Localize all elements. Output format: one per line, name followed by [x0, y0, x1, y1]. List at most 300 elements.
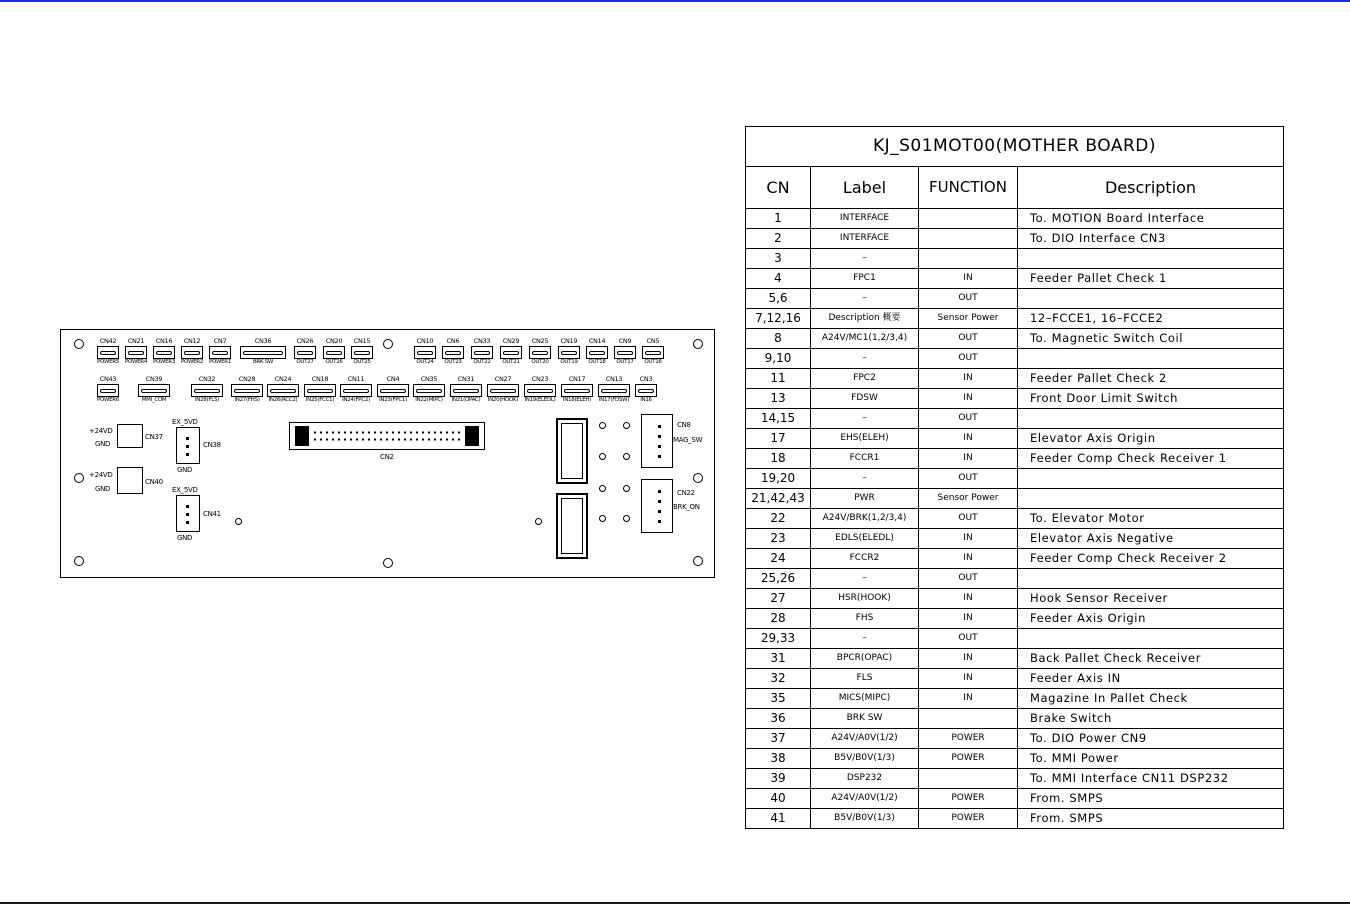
connector-name: CN29 [502, 337, 520, 345]
cell-cn: 1 [746, 209, 811, 229]
cell-description: To. Magnetic Switch Coil [1018, 329, 1284, 349]
connector-name: CN20 [325, 337, 343, 345]
table-row [746, 769, 1284, 789]
cn38-top-label: EX_5VD [172, 418, 198, 426]
mounting-hole [74, 473, 84, 483]
connector-body [442, 346, 464, 359]
cell-cn: 35 [746, 689, 811, 709]
cn37-pin1-label: +24VD [89, 427, 113, 435]
cell-function: IN [919, 609, 1018, 629]
connector-body [351, 346, 373, 359]
connector-body [231, 384, 263, 397]
connector-signal: OUT16 [644, 359, 662, 365]
mounting-hole [74, 339, 84, 349]
cell-description: From. SMPS [1018, 789, 1284, 809]
connector-body [413, 384, 445, 397]
cn41-top-label: EX_5VD [172, 486, 198, 494]
cell-label: INTERFACE [811, 229, 919, 249]
mounting-hole [383, 558, 393, 568]
table-row [746, 289, 1284, 309]
cell-description [1018, 629, 1284, 649]
cell-description: Front Door Limit Switch [1018, 389, 1284, 409]
second-connector-cn24 [264, 376, 302, 404]
cell-description: Feeder Axis Origin [1018, 609, 1284, 629]
table-row [746, 249, 1284, 269]
table-row [746, 209, 1284, 229]
cell-label: MICS(MIPC) [811, 689, 919, 709]
cn22-connector [641, 479, 673, 533]
connector-signal: IN28(FLS) [194, 397, 220, 403]
cell-function: IN [919, 369, 1018, 389]
cn2-header [289, 422, 485, 450]
connector-name: CN33 [473, 337, 491, 345]
cn8-sub-label: MAG_SW [673, 436, 703, 444]
cell-cn: 29,33 [746, 629, 811, 649]
connector-signal: POWER6 [96, 397, 120, 403]
connector-signal: OUT24 [416, 359, 434, 365]
second-connector-cn17 [558, 376, 596, 404]
cell-label: FCCR1 [811, 449, 919, 469]
cell-label: FCCR2 [811, 549, 919, 569]
cell-description [1018, 249, 1284, 269]
via-hole [599, 485, 606, 492]
cell-label: INTERFACE [811, 209, 919, 229]
cell-function: Sensor Power [919, 309, 1018, 329]
cell-cn: 41 [746, 809, 811, 829]
connector-signal: IN19(ELEDL) [524, 397, 556, 403]
table-row [746, 649, 1284, 669]
table-row [746, 469, 1284, 489]
cell-description: To. Elevator Motor [1018, 509, 1284, 529]
cn2-label: CN2 [380, 453, 394, 461]
table-row [746, 689, 1284, 709]
connector-body [500, 346, 522, 359]
cell-cn: 17 [746, 429, 811, 449]
top-connector-cn25 [526, 338, 554, 366]
connector-name: CN42 [99, 337, 117, 345]
cell-description: Feeder Comp Check Receiver 2 [1018, 549, 1284, 569]
connector-name: CN7 [213, 337, 227, 345]
cn40-label: CN40 [145, 478, 163, 486]
connector-body [323, 346, 345, 359]
cell-function: IN [919, 529, 1018, 549]
table-row [746, 509, 1284, 529]
connector-name: CN21 [127, 337, 145, 345]
cn38-connector [176, 427, 200, 464]
table-row [746, 269, 1284, 289]
cell-cn: 5,6 [746, 289, 811, 309]
cell-description: Elevator Axis Negative [1018, 529, 1284, 549]
connector-body [209, 346, 231, 359]
cell-function: IN [919, 389, 1018, 409]
connector-body [340, 384, 372, 397]
connector-body [586, 346, 608, 359]
cell-description: From. SMPS [1018, 809, 1284, 829]
top-connector-cn10 [411, 338, 439, 366]
mounting-hole [74, 556, 84, 566]
connector-body [561, 384, 593, 397]
mounting-hole [535, 518, 542, 525]
connector-signal: OUT26 [325, 359, 343, 365]
top-connector-cn14 [583, 338, 611, 366]
connector-signal: OUT25 [353, 359, 371, 365]
cell-cn: 11 [746, 369, 811, 389]
mounting-hole [693, 339, 703, 349]
top-connector-cn29 [497, 338, 525, 366]
cell-label: BRK SW [811, 709, 919, 729]
top-connector-cn42 [94, 338, 122, 366]
table-row [746, 749, 1284, 769]
cell-function: IN [919, 269, 1018, 289]
cell-description: 12–FCCE1, 16–FCCE2 [1018, 309, 1284, 329]
cell-label: DSP232 [811, 769, 919, 789]
cell-cn: 36 [746, 709, 811, 729]
cell-description [1018, 289, 1284, 309]
cell-label: BPCR(OPAC) [811, 649, 919, 669]
connector-name: CN9 [618, 337, 632, 345]
connector-name: CN5 [646, 337, 660, 345]
second-connector-cn43 [94, 376, 122, 404]
connector-name: CN11 [347, 375, 365, 383]
connector-name: CN28 [238, 375, 256, 383]
cell-function: OUT [919, 289, 1018, 309]
via-hole [623, 515, 630, 522]
connector-signal: OUT19 [560, 359, 578, 365]
table-body [746, 209, 1284, 829]
second-connector-cn28 [228, 376, 266, 404]
connector-body [153, 346, 175, 359]
cell-cn: 2 [746, 229, 811, 249]
connector-body [614, 346, 636, 359]
cn22-label: CN22 [677, 489, 695, 497]
connector-signal: OUT17 [616, 359, 634, 365]
cell-function [919, 209, 1018, 229]
via-hole [623, 485, 630, 492]
connector-name: CN12 [183, 337, 201, 345]
cell-description: To. DIO Interface CN3 [1018, 229, 1284, 249]
connector-name: CN32 [198, 375, 216, 383]
top-connector-cn6 [439, 338, 467, 366]
cell-label: EHS(ELEH) [811, 429, 919, 449]
connector-name: CN18 [311, 375, 329, 383]
cell-label: FLS [811, 669, 919, 689]
cn41-bottom-label: GND [177, 534, 193, 542]
via-hole [599, 453, 606, 460]
connector-name: CN26 [296, 337, 314, 345]
header-description: Description [1018, 167, 1284, 209]
connector-body [138, 384, 170, 397]
connector-body [294, 346, 316, 359]
connector-body [598, 384, 630, 397]
top-connector-cn20 [320, 338, 348, 366]
connector-signal: OUT20 [531, 359, 549, 365]
connector-signal: OUT18 [588, 359, 606, 365]
header-cn: CN [746, 167, 811, 209]
connector-signal: IN20(HOOK) [487, 397, 519, 403]
connector-signal: OUT23 [444, 359, 462, 365]
cell-function: IN [919, 649, 1018, 669]
cell-cn: 21,42,43 [746, 489, 811, 509]
table-row [746, 669, 1284, 689]
relay [556, 493, 588, 559]
connector-body [304, 384, 336, 397]
cn8-label: CN8 [677, 421, 691, 429]
cell-description: Feeder Pallet Check 1 [1018, 269, 1284, 289]
connector-body [97, 346, 119, 359]
cell-function: IN [919, 449, 1018, 469]
cell-cn: 39 [746, 769, 811, 789]
second-connector-cn23 [521, 376, 559, 404]
mounting-hole [693, 473, 703, 483]
connector-body [642, 346, 664, 359]
connector-name: CN6 [446, 337, 460, 345]
top-connector-cn12 [178, 338, 206, 366]
connector-name: CN23 [531, 375, 549, 383]
top-connector-cn33 [468, 338, 496, 366]
connector-body [191, 384, 223, 397]
cell-description: Elevator Axis Origin [1018, 429, 1284, 449]
cell-cn: 27 [746, 589, 811, 609]
second-connector-cn18 [301, 376, 339, 404]
cn22-sub-label: BRK_ON [673, 503, 700, 511]
via-hole [599, 515, 606, 522]
cell-function: Sensor Power [919, 489, 1018, 509]
cell-description: Feeder Comp Check Receiver 1 [1018, 449, 1284, 469]
connector-name: CN4 [386, 375, 400, 383]
connector-signal: BRK SW [252, 359, 274, 365]
table-row [746, 529, 1284, 549]
second-connector-cn4 [374, 376, 412, 404]
second-connector-cn3 [632, 376, 660, 404]
connector-signal: IN21(OPAC) [451, 397, 481, 403]
cell-cn: 31 [746, 649, 811, 669]
cn40-connector [117, 467, 143, 494]
cell-cn: 19,20 [746, 469, 811, 489]
cn38-bottom-label: GND [177, 466, 193, 474]
cell-function: OUT [919, 509, 1018, 529]
cn38-label: CN38 [203, 441, 221, 449]
second-connector-cn11 [337, 376, 375, 404]
cell-cn: 23 [746, 529, 811, 549]
connector-name: CN17 [568, 375, 586, 383]
table-row [746, 329, 1284, 349]
connector-signal: IN26(RCC2) [268, 397, 298, 403]
via-hole [599, 422, 606, 429]
second-connector-cn13 [595, 376, 633, 404]
cell-description [1018, 349, 1284, 369]
connector-name: CN27 [494, 375, 512, 383]
cell-label: – [811, 569, 919, 589]
top-connector-cn21 [122, 338, 150, 366]
connector-name: CN14 [588, 337, 606, 345]
top-connector-cn15 [348, 338, 376, 366]
cell-function [919, 769, 1018, 789]
cell-function: POWER [919, 749, 1018, 769]
connector-signal: IN18(ELEH) [562, 397, 592, 403]
table-row [746, 369, 1284, 389]
table-row [746, 609, 1284, 629]
table-row [746, 229, 1284, 249]
connector-name: CN16 [155, 337, 173, 345]
cell-function [919, 249, 1018, 269]
connector-body [267, 384, 299, 397]
top-connector-cn36 [237, 338, 289, 366]
table-row [746, 729, 1284, 749]
cn41-label: CN41 [203, 510, 221, 518]
cell-description [1018, 489, 1284, 509]
cell-cn: 8 [746, 329, 811, 349]
cn41-connector [176, 495, 200, 532]
connector-name: CN19 [560, 337, 578, 345]
cell-cn: 18 [746, 449, 811, 469]
header-function: FUNCTION [919, 167, 1018, 209]
table-row [746, 309, 1284, 329]
connector-signal: OUT22 [473, 359, 491, 365]
table-row [746, 789, 1284, 809]
connector-body [377, 384, 409, 397]
cell-function: OUT [919, 569, 1018, 589]
mounting-hole [693, 556, 703, 566]
connector-body [529, 346, 551, 359]
cell-label: – [811, 289, 919, 309]
connector-body [414, 346, 436, 359]
cell-cn: 38 [746, 749, 811, 769]
second-connector-cn35 [410, 376, 448, 404]
cell-function: IN [919, 669, 1018, 689]
connector-signal: MMI_COM [141, 397, 167, 403]
connector-name: CN43 [99, 375, 117, 383]
second-connector-cn39 [135, 376, 173, 404]
cell-function: OUT [919, 349, 1018, 369]
cell-label: B5V/B0V(1/3) [811, 749, 919, 769]
cell-function: POWER [919, 789, 1018, 809]
table-row [746, 629, 1284, 649]
connector-signal: IN23(FPC1) [379, 397, 407, 403]
top-connector-cn9 [611, 338, 639, 366]
cell-function: IN [919, 589, 1018, 609]
cell-label: – [811, 349, 919, 369]
second-connector-cn32 [188, 376, 226, 404]
table-row [746, 409, 1284, 429]
cell-label: – [811, 469, 919, 489]
cn8-connector [641, 414, 673, 468]
connector-name: CN25 [531, 337, 549, 345]
cell-function [919, 709, 1018, 729]
cell-description: To. MMI Interface CN11 DSP232 [1018, 769, 1284, 789]
cn37-pin2-label: GND [95, 440, 111, 448]
connector-signal: IN17(FDSW) [598, 397, 630, 403]
cell-description: Magazine In Pallet Check [1018, 689, 1284, 709]
relay [556, 418, 588, 484]
connector-body [181, 346, 203, 359]
connector-signal: IN22(MIPC) [415, 397, 443, 403]
cn40-pin1-label: +24VD [89, 471, 113, 479]
cell-label: A24V/A0V(1/2) [811, 789, 919, 809]
table-row [746, 389, 1284, 409]
connector-signal: OUT21 [502, 359, 520, 365]
cell-description: To. MMI Power [1018, 749, 1284, 769]
cell-description [1018, 409, 1284, 429]
cell-cn: 14,15 [746, 409, 811, 429]
cell-label: FPC2 [811, 369, 919, 389]
mounting-hole [383, 339, 393, 349]
cell-cn: 24 [746, 549, 811, 569]
top-connector-cn16 [150, 338, 178, 366]
cell-function: IN [919, 429, 1018, 449]
connector-signal: POWER4 [124, 359, 148, 365]
top-connector-cn7 [206, 338, 234, 366]
connector-signal: POWER2 [180, 359, 204, 365]
cell-label: A24V/A0V(1/2) [811, 729, 919, 749]
mother-board-pin-table [745, 126, 1284, 829]
via-hole [623, 422, 630, 429]
cell-label: EDLS(ELEDL) [811, 529, 919, 549]
table-row [746, 589, 1284, 609]
cell-function: OUT [919, 329, 1018, 349]
connector-body [524, 384, 556, 397]
via-hole [623, 453, 630, 460]
table-row [746, 549, 1284, 569]
cell-cn: 32 [746, 669, 811, 689]
header-label: Label [811, 167, 919, 209]
top-connector-cn19 [555, 338, 583, 366]
cn40-pin2-label: GND [95, 485, 111, 493]
cell-cn: 40 [746, 789, 811, 809]
cell-label: – [811, 409, 919, 429]
cell-label: – [811, 629, 919, 649]
connector-name: CN24 [274, 375, 292, 383]
second-connector-cn31 [447, 376, 485, 404]
table-row [746, 809, 1284, 829]
cell-function: OUT [919, 469, 1018, 489]
second-connector-cn27 [484, 376, 522, 404]
connector-body [487, 384, 519, 397]
cell-label: FPC1 [811, 269, 919, 289]
cell-label: PWR [811, 489, 919, 509]
cell-description: Brake Switch [1018, 709, 1284, 729]
cell-label: HSR(HOOK) [811, 589, 919, 609]
cell-function: IN [919, 689, 1018, 709]
connector-name: CN31 [457, 375, 475, 383]
top-connector-cn5 [639, 338, 667, 366]
connector-name: CN3 [639, 375, 653, 383]
cell-label: – [811, 249, 919, 269]
connector-signal: IN24(FPC2) [342, 397, 370, 403]
top-rule [0, 0, 1350, 2]
table-row [746, 449, 1284, 469]
cell-label: FHS [811, 609, 919, 629]
mounting-hole [235, 518, 242, 525]
table-row [746, 709, 1284, 729]
cell-cn: 9,10 [746, 349, 811, 369]
cell-cn: 25,26 [746, 569, 811, 589]
cell-description [1018, 569, 1284, 589]
cell-cn: 7,12,16 [746, 309, 811, 329]
connector-signal: POWER5 [96, 359, 120, 365]
cell-label: A24V/MC1(1,2/3,4) [811, 329, 919, 349]
connector-signal: POWER3 [152, 359, 176, 365]
cell-cn: 37 [746, 729, 811, 749]
connector-body [635, 384, 657, 397]
cell-description: Feeder Pallet Check 2 [1018, 369, 1284, 389]
table-row [746, 429, 1284, 449]
connector-body [450, 384, 482, 397]
cell-cn: 4 [746, 269, 811, 289]
cell-description: To. DIO Power CN9 [1018, 729, 1284, 749]
table-title: KJ_S01MOT00(MOTHER BOARD) [746, 127, 1284, 167]
connector-name: CN10 [416, 337, 434, 345]
connector-signal: POWER1 [208, 359, 232, 365]
